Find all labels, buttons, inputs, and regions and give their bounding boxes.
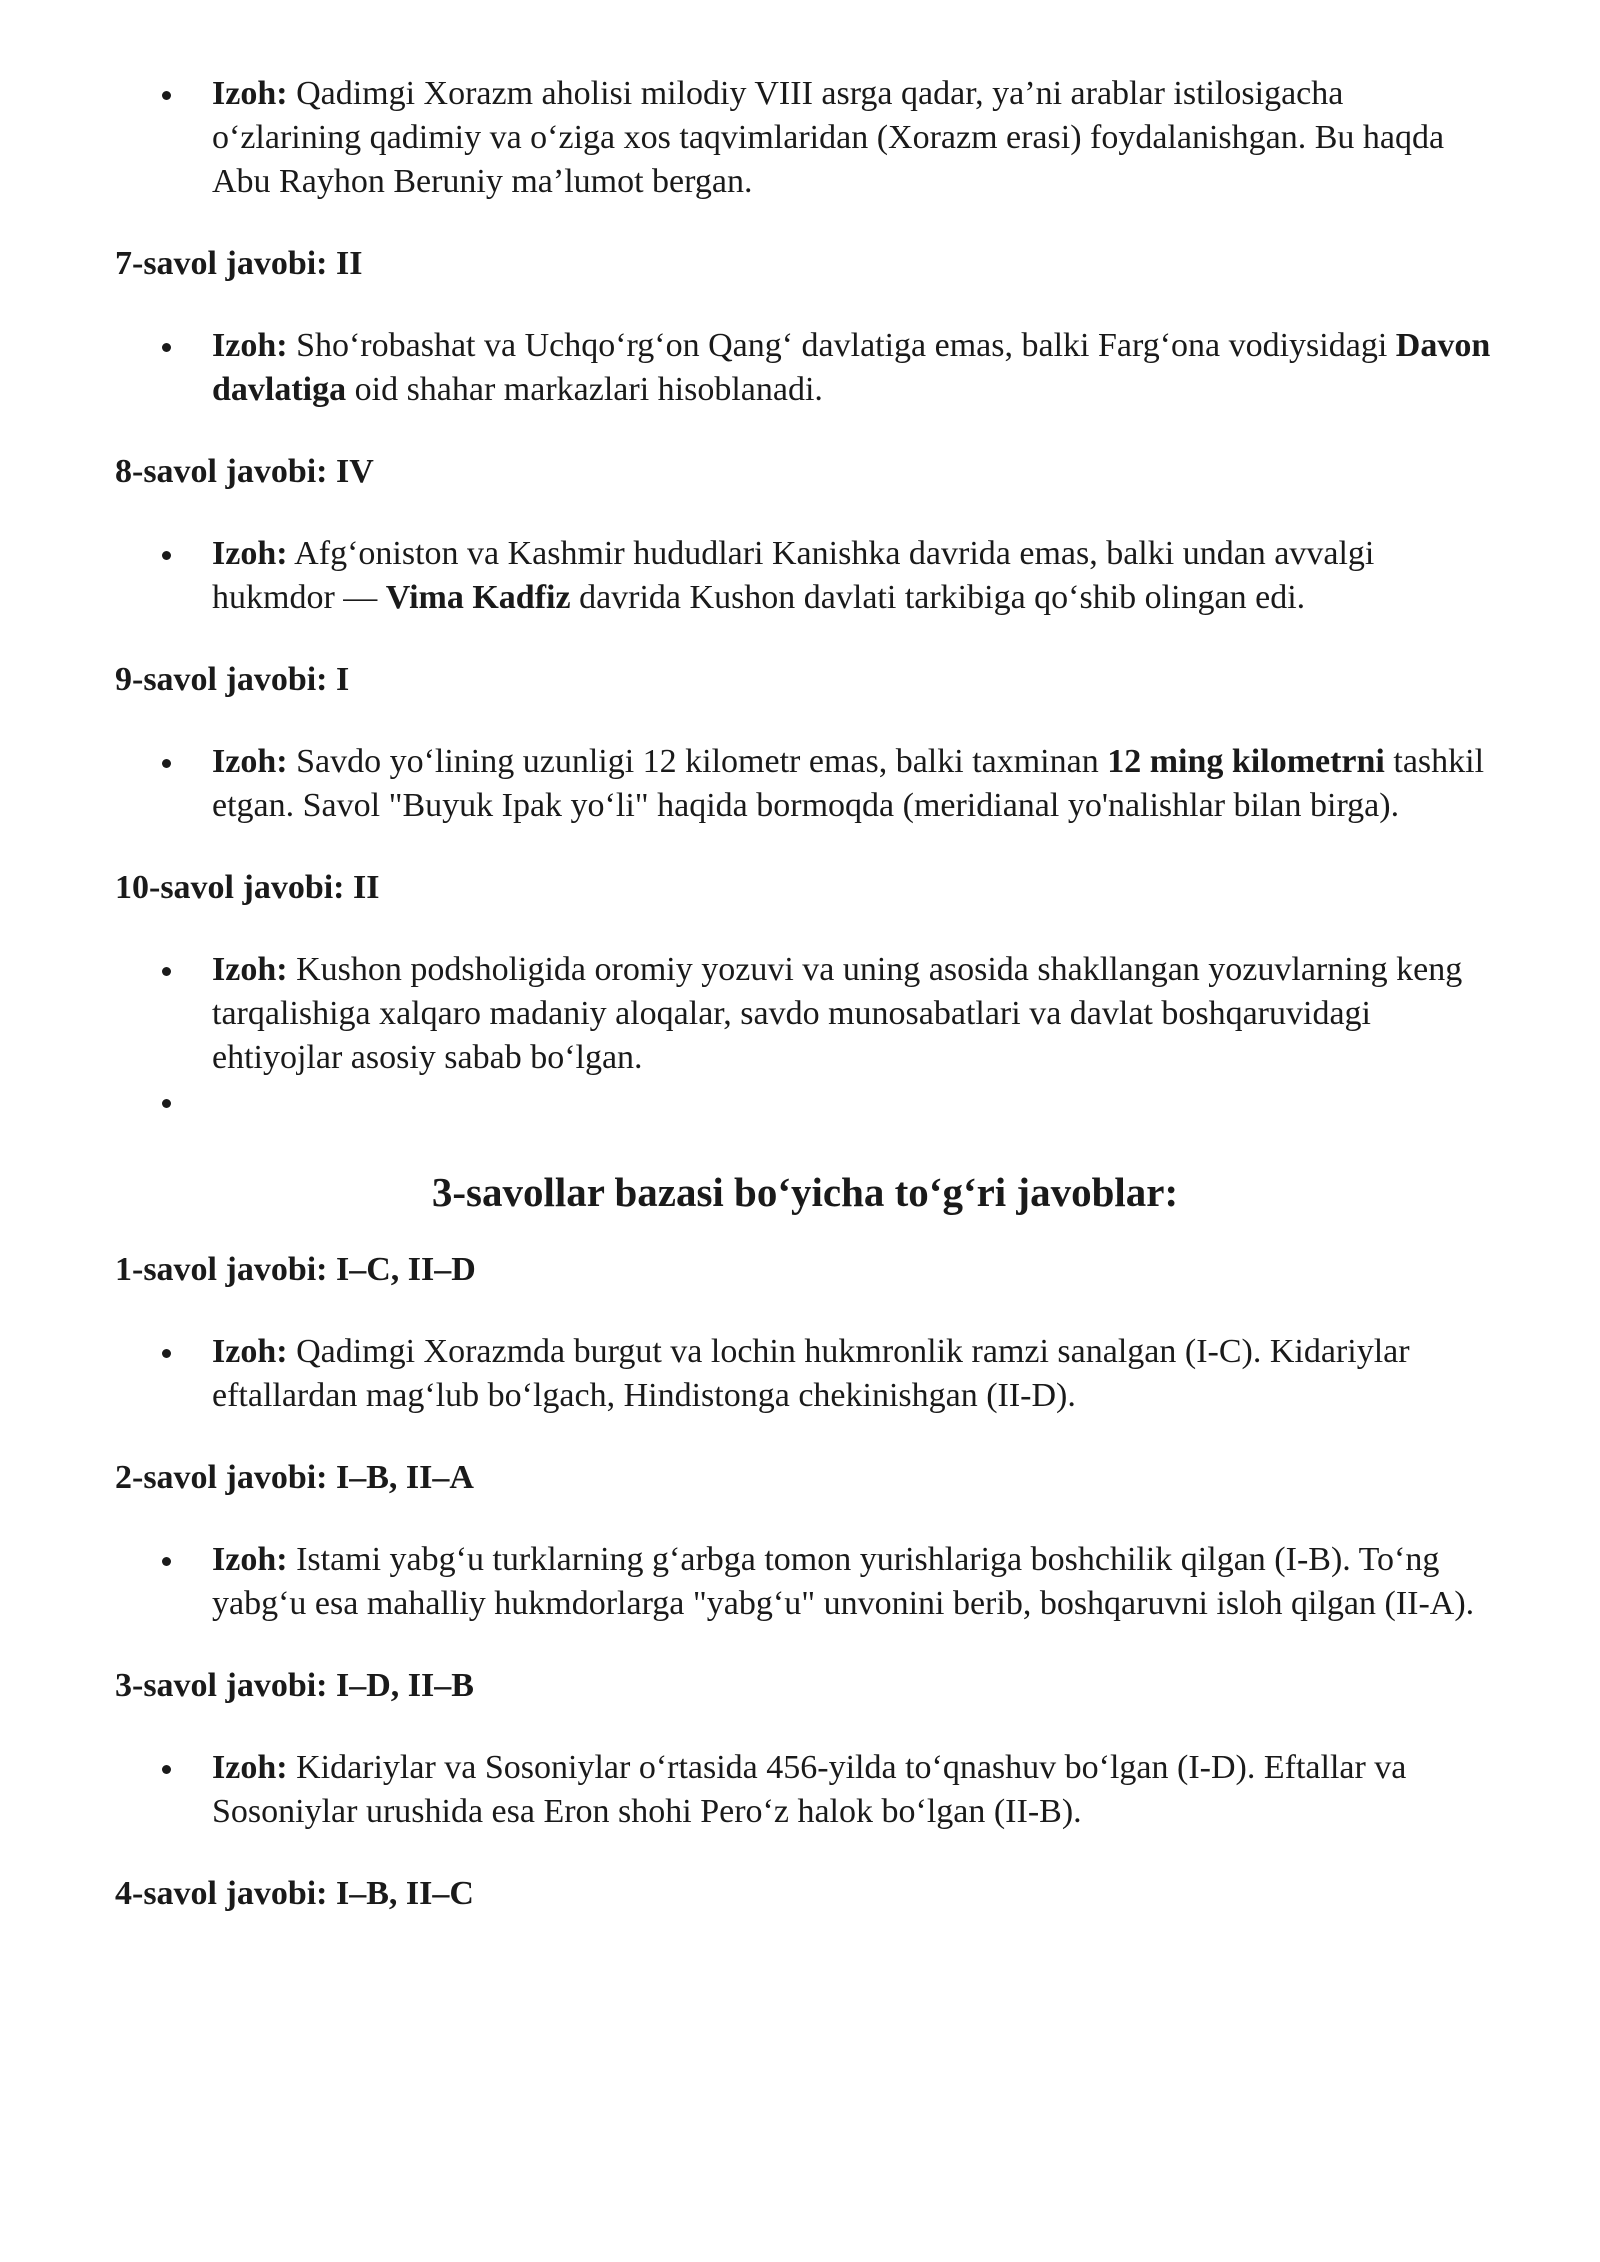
note-text: Istami yabg‘u turklarning g‘arbga tomon yurishlariga boshchilik qilgan (I-B). To‘ng yabg‘u esa mahalliy hukmdorlarga "yabg‘u" unvonini berib, boshqaruvni isloh qilgan (II-A).	[212, 1541, 1475, 1622]
note-label: Izoh:	[212, 535, 288, 572]
bullet-icon	[162, 1349, 171, 1358]
explanation-item	[115, 1330, 1495, 1418]
answer-heading: 2-savol javobi: I–B, II–A	[115, 1459, 474, 1496]
answer-heading: 10-savol javobi: II	[115, 869, 380, 906]
spacer	[115, 1124, 1495, 1162]
explanation-item	[115, 1538, 1495, 1626]
spacer	[115, 1418, 1495, 1456]
note-label: Izoh:	[212, 1333, 288, 1370]
answers-block-bottom	[115, 1248, 1495, 1954]
explanation-item	[115, 1746, 1495, 1834]
note-label: Izoh:	[212, 327, 288, 364]
explanation-list	[115, 740, 1495, 828]
bullet-icon	[162, 1099, 171, 1108]
note-text: Qadimgi Xorazmda burgut va lochin hukmronlik ramzi sanalgan (I-C). Kidariylar eftallardan mag‘lub bo‘lgach, Hindistonga chekinishgan (II-D).	[212, 1333, 1410, 1414]
answer-heading: 3-savol javobi: I–D, II–B	[115, 1667, 474, 1704]
note-text: Qadimgi Xorazm aholisi milodiy VIII asrga qadar, ya’ni arablar istilosigacha o‘zlarining qadimiy va o‘ziga xos taqvimlaridan (Xorazm erasi) foydalanishgan. Bu haqda Abu Rayhon Beruniy ma’lumot bergan.	[212, 75, 1445, 200]
answer-heading: 7-savol javobi: II	[115, 245, 363, 282]
bullet-icon	[162, 91, 171, 100]
spacer	[115, 1626, 1495, 1664]
explanation-list	[115, 72, 1495, 204]
note-label: Izoh:	[212, 1541, 288, 1578]
note-emphasis: 12 ming kilometrni	[1107, 743, 1385, 780]
answer-heading: 4-savol javobi: I–B, II–C	[115, 1875, 474, 1912]
bullet-icon	[162, 1557, 171, 1566]
explanation-item	[115, 948, 1495, 1080]
answer-heading: 9-savol javobi: I	[115, 661, 350, 698]
answer-heading: 8-savol javobi: IV	[115, 453, 374, 490]
explanation-item	[115, 72, 1495, 204]
note-text: Savdo yo‘lining uzunligi 12 kilometr emas, balki taxminan	[287, 743, 1108, 780]
note-text: Sho‘robashat va Uchqo‘rg‘on Qang‘ davlatiga emas, balki Farg‘ona vodiysidagi	[287, 327, 1396, 364]
section-title: 3-savollar bazasi bo‘yicha to‘g‘ri javoblar:	[431, 1169, 1179, 1215]
note-text: Kushon podsholigida oromiy yozuvi va uning asosida shakllangan yozuvlarning keng tarqalishiga xalqaro madaniy aloqalar, savdo munosabatlari va davlat boshqaruvidagi ehtiyojlar asosiy sabab bo‘lgan.	[212, 951, 1463, 1076]
empty-list-item	[115, 1080, 1495, 1124]
note-label: Izoh:	[212, 743, 288, 780]
note-label: Izoh:	[212, 1749, 288, 1786]
spacer	[115, 620, 1495, 658]
explanation-item	[115, 532, 1495, 620]
note-text: davrida Kushon davlati tarkibiga qo‘shib olingan edi.	[570, 579, 1306, 616]
spacer	[115, 1916, 1495, 1954]
note-text: Kidariylar va Sosoniylar o‘rtasida 456-yilda to‘qnashuv bo‘lgan (I-D). Eftallar va Sosoniylar urushida esa Eron shohi Pero‘z halok bo‘lgan (II-B).	[212, 1749, 1407, 1830]
document-content	[115, 72, 1495, 1954]
note-text: Afg‘oniston va Kashmir hududlari Kanishka davrida emas, balki undan avvalgi hukmdor —	[212, 535, 1375, 616]
bullet-icon	[162, 551, 171, 560]
spacer	[115, 1834, 1495, 1872]
note-emphasis: Davon davlatiga	[212, 327, 1491, 408]
bullet-icon	[162, 1765, 171, 1774]
bullet-icon	[162, 343, 171, 352]
spacer	[115, 828, 1495, 866]
explanation-list	[115, 324, 1495, 412]
explanation-list	[115, 1538, 1495, 1626]
spacer	[115, 204, 1495, 242]
note-emphasis: Vima Kadfiz	[385, 579, 571, 616]
bullet-icon	[162, 967, 171, 976]
note-label: Izoh:	[212, 951, 288, 988]
explanation-item	[115, 740, 1495, 828]
spacer	[115, 412, 1495, 450]
explanation-list	[115, 532, 1495, 620]
explanation-list	[115, 948, 1495, 1124]
note-text: oid shahar markazlari hisoblanadi.	[346, 371, 823, 408]
explanation-item	[115, 324, 1495, 412]
explanation-list	[115, 1746, 1495, 1834]
note-label: Izoh:	[212, 75, 288, 112]
explanation-list	[115, 1330, 1495, 1418]
bullet-icon	[162, 759, 171, 768]
note-text: tashkil etgan. Savol "Buyuk Ipak yo‘li" haqida bormoqda (meridianal yo'nalishlar bilan birga).	[212, 743, 1485, 824]
answers-block-top	[115, 72, 1495, 1162]
answer-heading: 1-savol javobi: I–C, II–D	[115, 1251, 476, 1288]
